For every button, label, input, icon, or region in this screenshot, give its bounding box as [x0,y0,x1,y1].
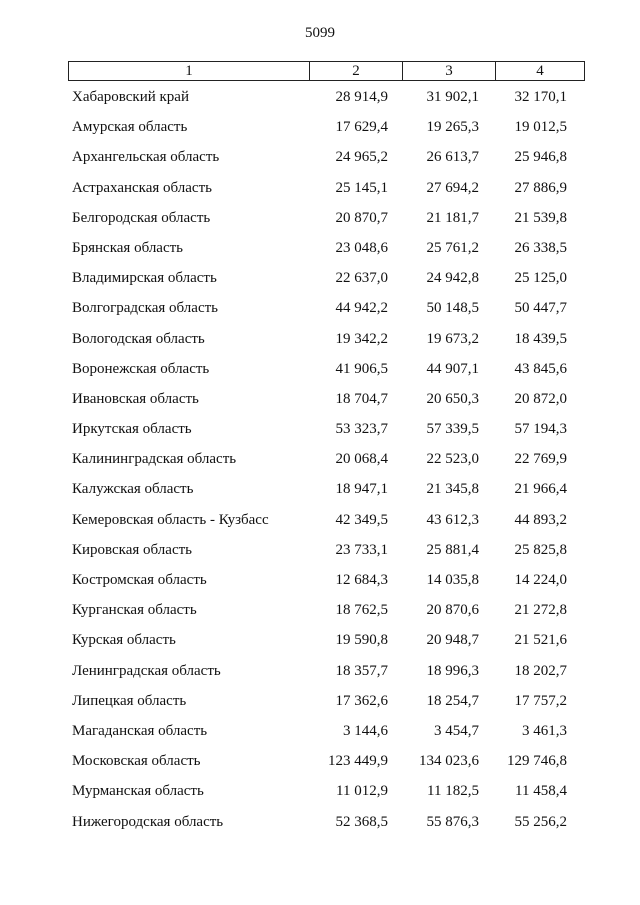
region-name: Брянская область [72,239,184,256]
value-col-4: 43 845,6 [514,360,567,377]
value-col-3: 21 181,7 [426,209,479,226]
value-col-4: 11 458,4 [515,783,567,800]
value-col-4: 21 521,6 [514,632,567,649]
table-row [0,447,640,477]
table-row [0,779,640,809]
value-col-2: 20 870,7 [335,209,388,226]
table-body [0,85,640,840]
region-name: Московская область [72,753,201,770]
value-col-4: 18 439,5 [514,330,567,347]
value-col-2: 17 629,4 [335,119,388,136]
region-name: Калужская область [72,481,194,498]
region-name: Костромская область [72,572,207,588]
table-row [0,749,640,779]
table-row [0,266,640,296]
value-col-3: 43 612,3 [426,511,479,528]
region-name: Вологодская область [72,330,205,347]
value-col-4: 21 966,4 [514,481,567,498]
value-col-4: 25 125,0 [514,270,567,287]
table-row [0,206,640,236]
value-col-2: 53 323,7 [335,421,388,438]
value-col-3: 18 996,3 [426,662,479,679]
table-row [0,508,640,538]
value-col-4: 25 946,8 [514,149,567,166]
value-col-3: 18 254,7 [426,692,479,709]
region-name: Хабаровский край [72,89,189,105]
value-col-2: 41 906,5 [335,360,388,377]
region-name: Воронежская область [72,360,210,377]
region-name: Нижегородская область [72,813,224,830]
value-col-4: 55 256,2 [514,813,567,830]
value-col-3: 11 182,5 [427,783,479,800]
table-row [0,296,640,326]
table-row [0,477,640,507]
value-col-2: 17 362,6 [335,692,388,709]
value-col-3: 25 881,4 [426,541,479,558]
value-col-2: 18 762,5 [335,602,388,619]
table-row [0,598,640,628]
value-col-3: 19 265,3 [426,119,479,136]
region-name: Владимирская область [72,270,217,287]
value-col-4: 25 825,8 [514,541,567,558]
value-col-4: 21 272,8 [514,602,567,619]
table-row [0,568,640,598]
value-col-3: 44 907,1 [426,360,479,377]
value-col-4: 26 338,5 [514,239,567,256]
value-col-3: 20 650,3 [426,390,479,407]
table-row [0,417,640,447]
table-row [0,176,640,206]
value-col-3: 27 694,2 [426,179,479,196]
value-col-4: 32 170,1 [514,89,567,105]
value-col-2: 23 048,6 [335,239,388,256]
value-col-4: 3 461,3 [522,722,567,739]
value-col-2: 42 349,5 [335,511,388,528]
region-name: Астраханская область [72,179,212,196]
table-row [0,538,640,568]
table-row [0,145,640,175]
value-col-2: 19 342,2 [335,330,388,347]
region-name: Кировская область [72,541,193,558]
value-col-2: 3 144,6 [343,722,388,739]
region-name: Иркутская область [72,421,192,438]
table-row [0,387,640,417]
table-row [0,628,640,658]
value-col-2: 12 684,3 [335,572,388,588]
value-col-2: 52 368,5 [335,813,388,830]
region-name: Мурманская область [72,783,204,800]
region-name: Архангельская область [72,149,220,166]
value-col-2: 123 449,9 [328,753,388,770]
region-name: Магаданская область [72,722,208,739]
region-name: Белгородская область [72,209,211,226]
value-col-3: 3 454,7 [434,722,479,739]
value-col-4: 18 202,7 [514,662,567,679]
value-col-3: 19 673,2 [426,330,479,347]
value-col-3: 22 523,0 [426,451,479,468]
value-col-2: 25 145,1 [335,179,388,196]
table-row [0,115,640,145]
region-name: Ленинградская область [72,662,221,679]
value-col-4: 27 886,9 [514,179,567,196]
value-col-3: 20 870,6 [426,602,479,619]
table-row [0,810,640,840]
region-name: Ивановская область [72,390,199,407]
value-col-4: 14 224,0 [514,572,567,588]
value-col-4: 22 769,9 [514,451,567,468]
table-row [0,659,640,689]
value-col-2: 22 637,0 [335,270,388,287]
table-row [0,236,640,266]
value-col-3: 57 339,5 [426,421,479,438]
header-row [69,62,585,81]
region-name: Курганская область [72,602,197,619]
value-col-4: 57 194,3 [514,421,567,438]
value-col-3: 26 613,7 [426,149,479,166]
table-row [0,719,640,749]
region-name: Курская область [72,632,176,649]
table-row [0,357,640,387]
header-col-3: 3 [403,62,496,81]
region-name: Кемеровская область - Кузбасс [72,511,269,528]
value-col-2: 18 947,1 [335,481,388,498]
value-col-2: 44 942,2 [335,300,388,317]
header-col-2: 2 [310,62,403,81]
value-col-3: 50 148,5 [426,300,479,317]
page-number: 5099 [305,25,335,41]
value-col-2: 18 357,7 [335,662,388,679]
value-col-3: 20 948,7 [426,632,479,649]
value-col-3: 25 761,2 [426,239,479,256]
header-col-4: 4 [496,62,585,81]
value-col-4: 20 872,0 [514,390,567,407]
table-row [0,327,640,357]
value-col-3: 31 902,1 [426,89,479,105]
value-col-2: 20 068,4 [335,451,388,468]
table-header [68,61,585,81]
value-col-2: 23 733,1 [335,541,388,558]
value-col-4: 50 447,7 [514,300,567,317]
value-col-2: 24 965,2 [335,149,388,166]
value-col-4: 44 893,2 [514,511,567,528]
region-name: Амурская область [72,119,188,136]
value-col-3: 134 023,6 [419,753,479,770]
header-col-1: 1 [69,62,310,81]
region-name: Волгоградская область [72,300,218,317]
value-col-2: 11 012,9 [336,783,388,800]
region-name: Липецкая область [72,692,187,709]
value-col-3: 55 876,3 [426,813,479,830]
region-name: Калининградская область [72,451,237,468]
value-col-3: 14 035,8 [426,572,479,588]
value-col-4: 129 746,8 [507,753,567,770]
value-col-2: 19 590,8 [335,632,388,649]
table-row [0,689,640,719]
value-col-3: 24 942,8 [426,270,479,287]
value-col-2: 18 704,7 [335,390,388,407]
value-col-2: 28 914,9 [335,89,388,105]
table-row [0,85,640,115]
value-col-4: 21 539,8 [514,209,567,226]
value-col-4: 19 012,5 [514,119,567,136]
value-col-3: 21 345,8 [426,481,479,498]
value-col-4: 17 757,2 [514,692,567,709]
